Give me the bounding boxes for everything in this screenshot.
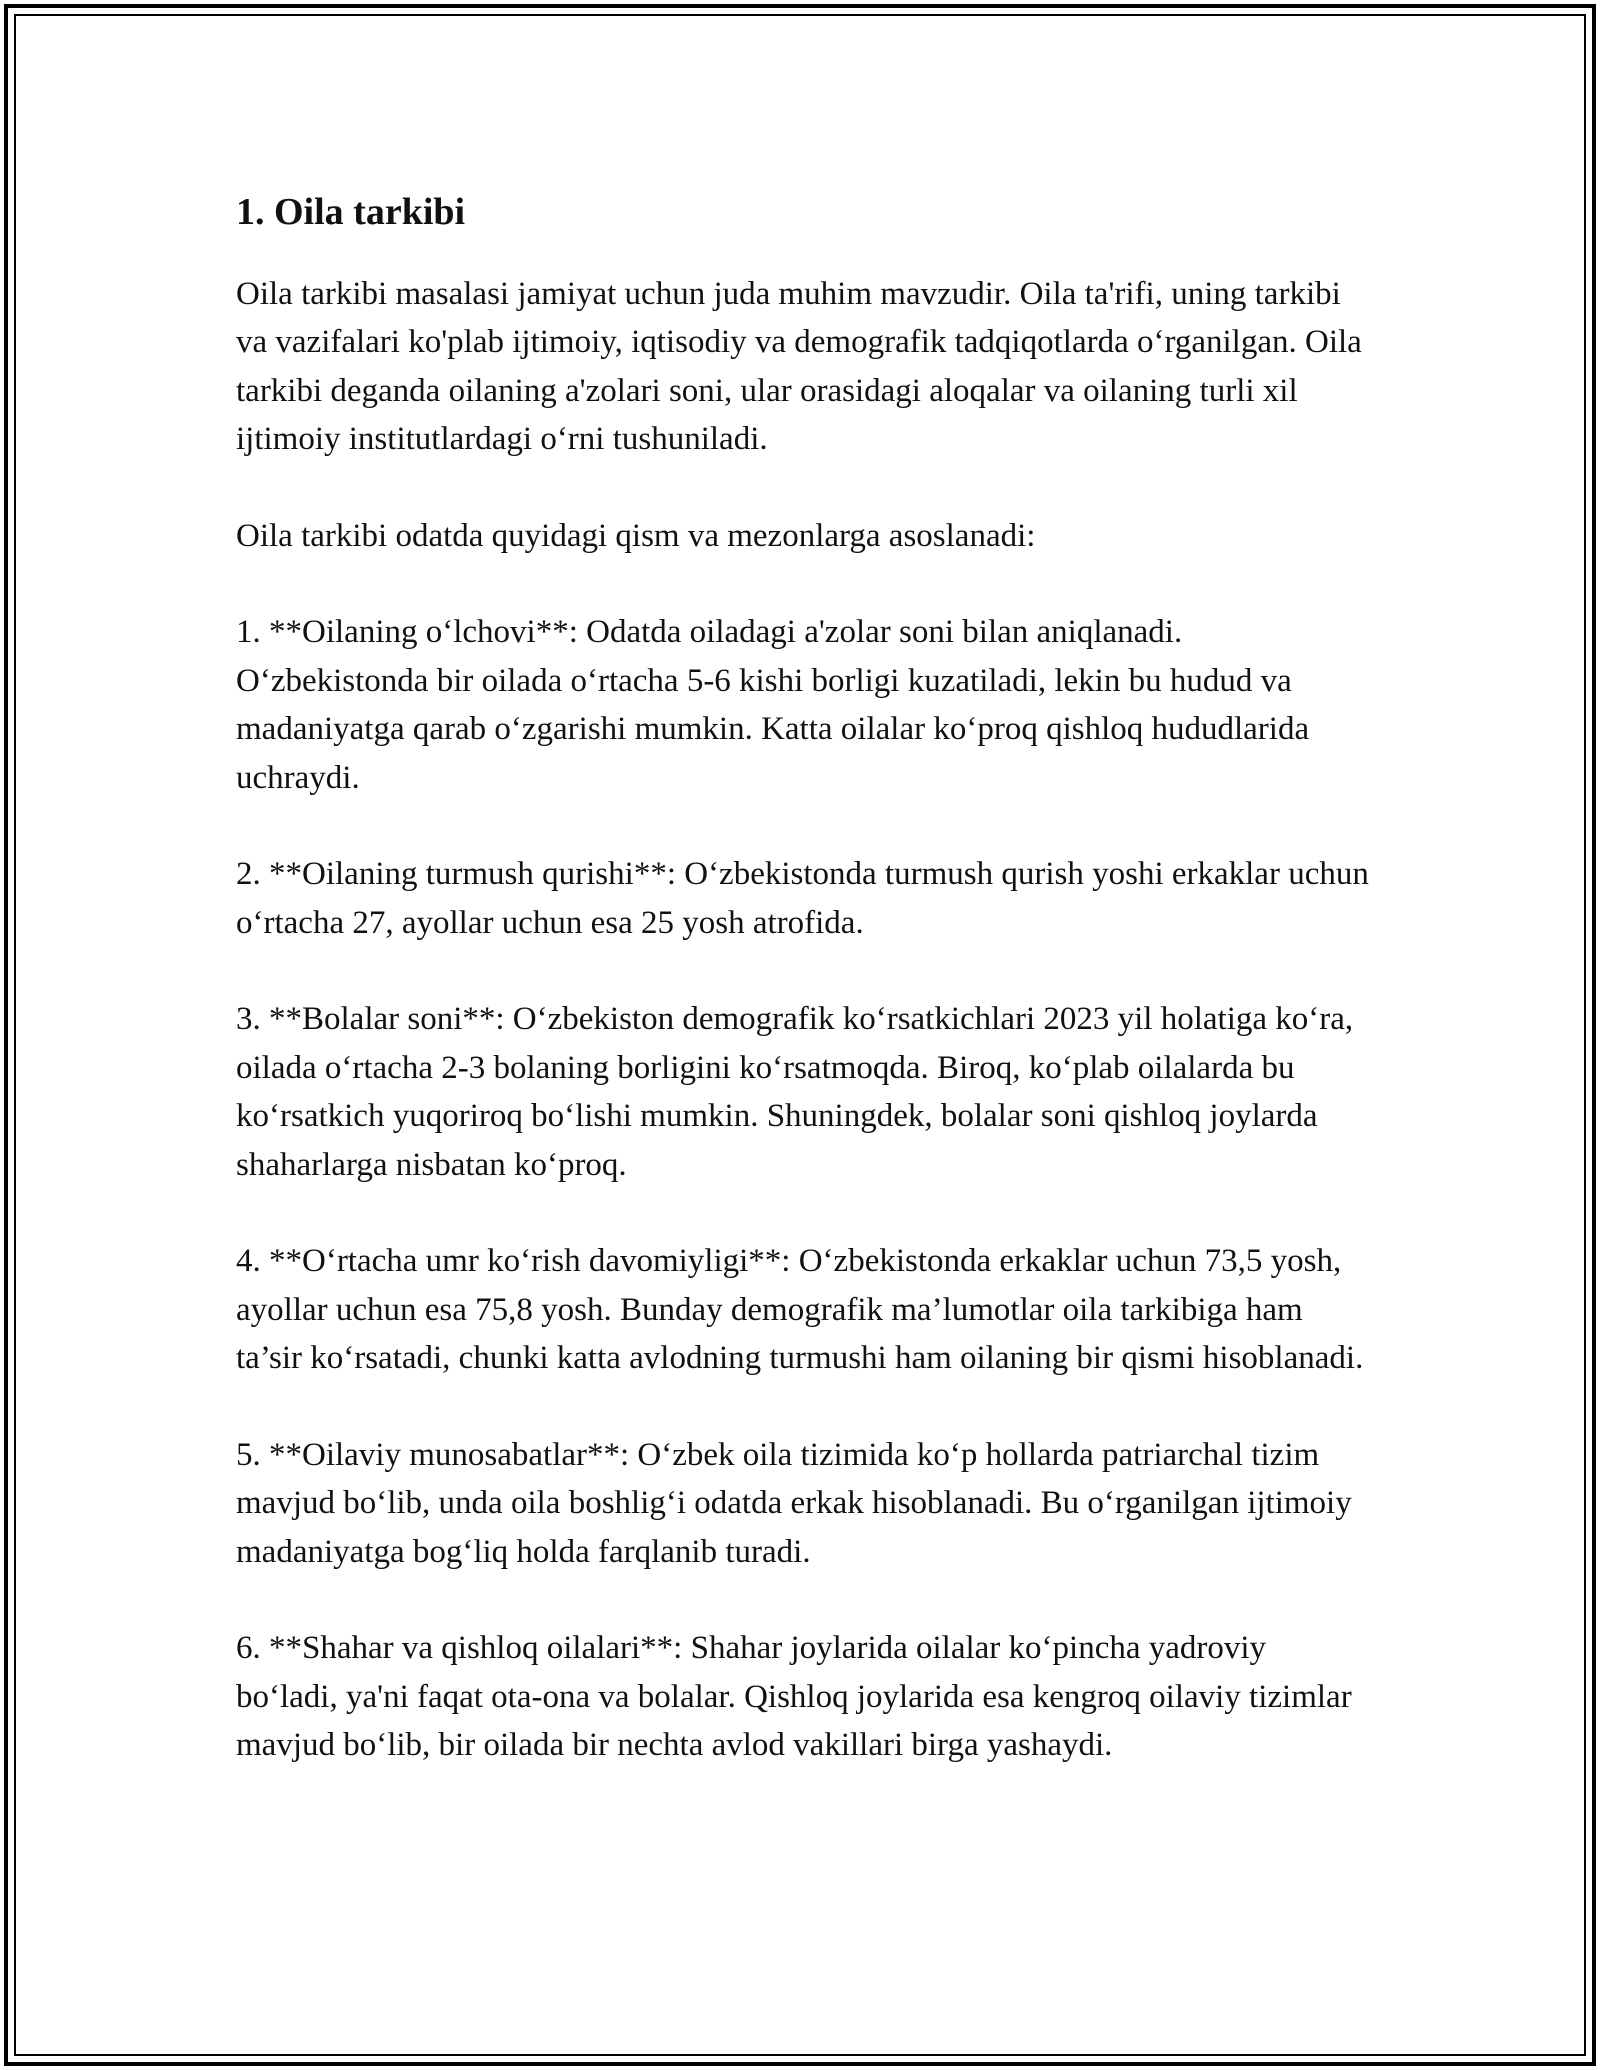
criteria-intro-paragraph: Oila tarkibi odatda quyidagi qism va mezonlarga asoslanadi: [236,517,1036,554]
list-item-family-size: 1. **Oilaning o‘lchovi**: Odatda oiladagi a'zolar soni bilan aniqlanadi. O‘zbekistonda bir oilada o‘rtacha 5-6 kishi borligi kuzatiladi, lekin bu hudud va madaniyatga qarab o‘zgarishi mumkin. Katta oilalar ko‘proq qishloq hududlarida uchraydi. [236,614,1310,796]
list-item-marriage: 2. **Oilaning turmush qurishi**: O‘zbekistonda turmush qurish yoshi erkaklar uchun o‘rtacha 27, ayollar uchun esa 25 yosh atrofida. [236,856,1369,941]
section-title: 1. Oila tarkibi [236,191,466,233]
list-item-urban-rural-families: 6. **Shahar va qishloq oilalari**: Shahar joylarida oilalar ko‘pincha yadroviy bo‘ladi, ya'ni faqat ota-ona va bolalar. Qishloq joylarida esa kengroq oilaviy tizimlar mavjud bo‘lib, bir oilada bir nechta avlod vakillari birga yashaydi. [236,1630,1352,1764]
intro-paragraph: Oila tarkibi masalasi jamiyat uchun juda muhim mavzudir. Oila ta'rifi, uning tarkibi va vazifalari ko'plab ijtimoiy, iqtisodiy va demografik tadqiqotlarda o‘rganilgan. Oila tarkibi deganda oilaning a'zolari soni, ular orasidagi aloqalar va oilaning turli xil ijtimoiy institutlardagi o‘rni tushuniladi. [236,275,1362,458]
document-body [236,182,1376,1818]
list-item-family-relations: 5. **Oilaviy munosabatlar**: O‘zbek oila tizimida ko‘p hollarda patriarchal tizim mavjud bo‘lib, unda oila boshlig‘i odatda erkak hisoblanadi. Bu o‘rganilgan ijtimoiy madaniyatga bog‘liq holda farqlanib turadi. [236,1436,1352,1570]
list-item-life-expectancy: 4. **O‘rtacha umr ko‘rish davomiyligi**: O‘zbekistonda erkaklar uchun 73,5 yosh, ayollar uchun esa 75,8 yosh. Bunday demografik ma’lumotlar oila tarkibiga ham ta’sir ko‘rsatadi, chunki katta avlodning turmushi ham oilaning bir qismi hisoblanadi. [236,1243,1364,1377]
list-item-children-count: 3. **Bolalar soni**: O‘zbekiston demografik ko‘rsatkichlari 2023 yil holatiga ko‘ra, oilada o‘rtacha 2-3 bolaning borligini ko‘rsatmoqda. Biroq, ko‘plab oilalarda bu ko‘rsatkich yuqoriroq bo‘lishi mumkin. Shuningdek, bolalar soni qishloq joylarda shaharlarga nisbatan ko‘proq. [236,1001,1354,1183]
